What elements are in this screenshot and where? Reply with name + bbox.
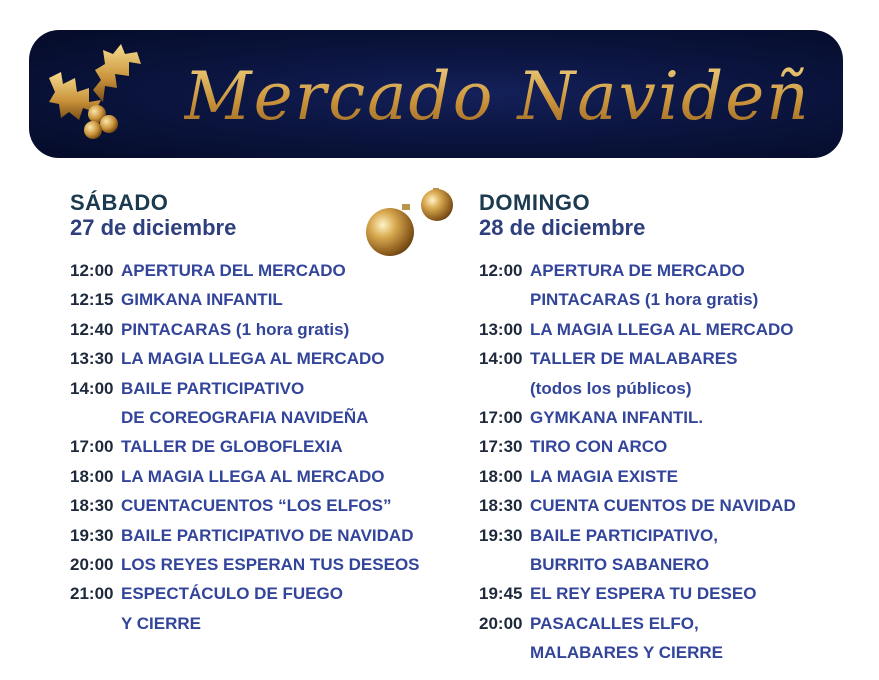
schedule-activity: BURRITO SABANERO [530, 554, 710, 574]
schedule-row [70, 550, 420, 579]
schedule-activity: LA MAGIA LLEGA AL MERCADO [121, 466, 385, 486]
schedule-row [479, 638, 796, 667]
schedule-row [70, 579, 420, 608]
schedule-row [70, 344, 420, 373]
schedule-activity: LA MAGIA LLEGA AL MERCADO [121, 349, 385, 369]
schedule-row [70, 432, 420, 461]
schedule-activity: PASACALLES ELFO, [530, 613, 699, 633]
banner-title: Mercado Navideño [184, 52, 804, 142]
holly-icon [43, 42, 148, 142]
schedule-time [479, 374, 530, 403]
schedule-activity: PINTACARAS (1 hora gratis) [121, 319, 350, 339]
date-heading: 27 de diciembre [70, 215, 237, 240]
schedule-time [70, 403, 121, 432]
schedule-activity: DE COREOGRAFIA NAVIDEÑA [121, 407, 369, 427]
schedule-row [70, 521, 420, 550]
schedule-row [70, 609, 420, 638]
day-heading: DOMINGO [479, 190, 591, 215]
day-heading: SÁBADO [70, 190, 169, 215]
schedule-time: 12:00 [479, 261, 523, 280]
schedule-row [479, 285, 796, 314]
schedule-activity: BAILE PARTICIPATIVO DE NAVIDAD [121, 525, 414, 545]
schedule-time: 17:00 [70, 437, 114, 457]
schedule-time: 19:30 [479, 525, 523, 545]
schedule-time [479, 638, 530, 667]
schedule-time: 14:00 [479, 349, 523, 369]
schedule-time: 14:00 [70, 378, 114, 398]
schedule-time [479, 550, 530, 579]
schedule-time: 17:00 [479, 407, 523, 427]
schedule-row [70, 462, 420, 491]
schedule-row [70, 256, 420, 285]
schedule-time: 12:40 [70, 319, 114, 339]
schedule-time: 18:00 [70, 466, 114, 486]
schedule-row [70, 315, 420, 344]
schedule-row [479, 521, 796, 550]
schedule-time: 12:15 [70, 290, 114, 310]
schedule-row [70, 374, 420, 403]
schedule-time [479, 285, 530, 314]
schedule-activity: TALLER DE MALABARES [530, 349, 738, 369]
schedule-row [70, 403, 420, 432]
schedule-row [70, 285, 420, 314]
date-heading: 28 de diciembre [479, 215, 646, 240]
schedule-activity: LA MAGIA LLEGA AL MERCADO [530, 319, 794, 339]
schedule-time: 17:30 [479, 437, 523, 457]
saturday-column [70, 190, 420, 638]
schedule-time: 18:00 [479, 466, 523, 486]
schedule-row [479, 374, 796, 403]
header-banner [29, 30, 853, 158]
schedule-activity: CUENTA CUENTOS DE NAVIDAD [530, 496, 796, 516]
schedule-row [479, 609, 796, 638]
schedule-time: 18:30 [70, 496, 114, 516]
schedule-time: 20:00 [479, 613, 523, 633]
schedule-time: 18:30 [479, 496, 523, 516]
schedule-activity: MALABARES Y CIERRE [530, 643, 724, 663]
schedule-activity: PINTACARAS (1 hora gratis) [530, 290, 759, 310]
schedule-activity: ESPECTÁCULO DE FUEGO [121, 584, 343, 604]
schedule-activity: APERTURA DE MERCADO [530, 261, 745, 280]
schedule-list [70, 256, 420, 638]
schedule-row [70, 491, 420, 520]
schedule-time: 13:00 [479, 319, 523, 339]
schedule-activity: TALLER DE GLOBOFLEXIA [121, 437, 343, 457]
schedule-activity: GYMKANA INFANTIL. [530, 407, 704, 427]
schedule-time: 19:30 [70, 525, 114, 545]
schedule-row [479, 315, 796, 344]
schedule-time: 21:00 [70, 584, 114, 604]
schedule-row [479, 462, 796, 491]
schedule-row [479, 256, 796, 285]
schedule-activity: BAILE PARTICIPATIVO [121, 378, 305, 398]
schedule-time: 13:30 [70, 349, 114, 369]
schedule-time: 19:45 [479, 584, 523, 604]
schedule-activity: CUENTACUENTOS “LOS ELFOS” [121, 496, 392, 516]
schedule-activity: EL REY ESPERA TU DESEO [530, 584, 757, 604]
sunday-column [479, 190, 796, 667]
schedule-row [479, 491, 796, 520]
schedule-activity: APERTURA DEL MERCADO [121, 261, 346, 280]
schedule-activity: GIMKANA INFANTIL [121, 290, 283, 310]
schedule-activity: BAILE PARTICIPATIVO, [530, 525, 718, 545]
schedule-activity: TIRO CON ARCO [530, 437, 668, 457]
schedule-row [479, 403, 796, 432]
schedule-row [479, 432, 796, 461]
schedule-list [479, 256, 796, 667]
schedule-activity: Y CIERRE [121, 613, 201, 633]
schedule-time: 20:00 [70, 554, 114, 574]
schedule-row [479, 550, 796, 579]
schedule-activity: LA MAGIA EXISTE [530, 466, 678, 486]
schedule-time: 12:00 [70, 261, 114, 280]
schedule-activity: (todos los públicos) [530, 378, 692, 398]
schedule-row [479, 579, 796, 608]
schedule-row [479, 344, 796, 373]
schedule-activity: LOS REYES ESPERAN TUS DESEOS [121, 554, 420, 574]
schedule-time [70, 609, 121, 638]
